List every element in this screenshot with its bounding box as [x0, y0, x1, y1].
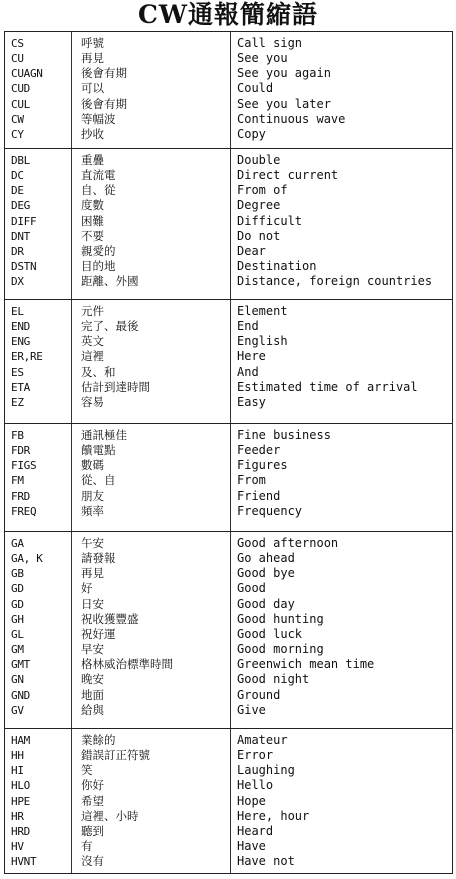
abbreviation-cell: HPE	[11, 794, 30, 808]
table-section	[5, 149, 452, 300]
english-meaning-cell: Fine business	[237, 428, 331, 442]
english-meaning-cell: Good night	[237, 672, 310, 687]
chinese-meaning-cell: 給與	[81, 702, 104, 717]
table-row	[5, 809, 452, 824]
abbreviation-cell: FB	[11, 429, 24, 442]
abbreviation-cell: CUL	[11, 97, 30, 111]
chinese-meaning-cell: 希望	[81, 793, 104, 808]
english-meaning-cell: Copy	[237, 126, 266, 141]
table-row	[5, 259, 452, 274]
chinese-meaning-cell: 好	[81, 581, 93, 596]
chinese-meaning-cell: 這裡	[81, 349, 104, 364]
english-meaning-cell: Distance, foreign countries	[237, 274, 433, 289]
table-row	[5, 334, 452, 349]
chinese-meaning-cell: 午安	[81, 536, 104, 550]
chinese-meaning-cell: 不要	[81, 228, 104, 243]
table-row	[5, 473, 452, 488]
english-meaning-cell: Ground	[237, 687, 281, 702]
table-row	[5, 703, 452, 718]
english-meaning-cell: See you again	[237, 66, 331, 81]
abbreviation-cell: GND	[11, 688, 30, 702]
english-meaning-cell: Element	[237, 304, 288, 318]
table-row	[5, 854, 452, 869]
table-row	[5, 566, 452, 581]
table-row	[5, 319, 452, 334]
table-section	[5, 424, 452, 532]
chinese-meaning-cell: 等幅波	[81, 111, 116, 126]
abbreviation-cell: GD	[11, 597, 24, 611]
english-meaning-cell: Good bye	[237, 566, 295, 581]
chinese-meaning-cell: 早安	[81, 642, 104, 657]
table-row	[5, 229, 452, 244]
abbreviation-cell: EL	[11, 305, 24, 318]
table-row	[5, 839, 452, 854]
chinese-meaning-cell: 距離、外國	[81, 274, 139, 289]
abbreviation-cell: ETA	[11, 380, 30, 394]
abbreviation-cell: ENG	[11, 335, 30, 349]
chinese-meaning-cell: 業餘的	[81, 733, 116, 747]
table-row	[5, 443, 452, 458]
chinese-meaning-cell: 格林威治標準時間	[81, 657, 173, 672]
english-meaning-cell: Good hunting	[237, 611, 324, 626]
table-row	[5, 380, 452, 395]
table-row	[5, 504, 452, 519]
chinese-meaning-cell: 晚安	[81, 672, 104, 687]
english-meaning-cell: Could	[237, 81, 274, 96]
chinese-meaning-cell: 朋友	[81, 488, 104, 503]
abbreviation-cell: FDR	[11, 444, 30, 458]
abbreviation-cell: DNT	[11, 229, 30, 243]
abbreviation-cell: DX	[11, 275, 24, 289]
abbreviation-cell: DBL	[11, 154, 30, 167]
chinese-meaning-cell: 祝好運	[81, 626, 116, 641]
english-meaning-cell: Difficult	[237, 213, 303, 228]
table-row	[5, 763, 452, 778]
abbreviation-cell: GB	[11, 567, 24, 581]
english-meaning-cell: Here, hour	[237, 808, 310, 823]
abbreviation-cell: GMT	[11, 658, 30, 672]
english-meaning-cell: Destination	[237, 259, 317, 274]
table-row	[5, 127, 452, 142]
abbreviation-cell: ES	[11, 365, 24, 379]
abbreviation-cell: FREQ	[11, 504, 37, 518]
table-section	[5, 32, 452, 149]
english-meaning-cell: Good luck	[237, 626, 303, 641]
chinese-meaning-cell: 後會有期	[81, 66, 127, 81]
abbreviation-cell: HVNT	[11, 855, 37, 869]
table-row	[5, 428, 452, 443]
chinese-meaning-cell: 再見	[81, 566, 104, 581]
table-row	[5, 612, 452, 627]
english-meaning-cell: Good afternoon	[237, 536, 339, 550]
table-row	[5, 66, 452, 81]
table-row	[5, 97, 452, 112]
chinese-meaning-cell: 可以	[81, 81, 104, 96]
english-meaning-cell: See you	[237, 51, 288, 66]
english-meaning-cell: Figures	[237, 458, 288, 473]
english-meaning-cell: Do not	[237, 228, 281, 243]
abbreviation-cell: HR	[11, 809, 24, 823]
english-meaning-cell: Good	[237, 581, 266, 596]
english-meaning-cell: Go ahead	[237, 551, 295, 566]
chinese-meaning-cell: 頻率	[81, 503, 104, 518]
english-meaning-cell: Direct current	[237, 168, 339, 183]
english-meaning-cell: Double	[237, 153, 281, 167]
abbreviation-cell: HV	[11, 840, 24, 854]
abbreviation-cell: ER,RE	[11, 350, 43, 364]
english-meaning-cell: Have not	[237, 854, 295, 869]
table-row	[5, 51, 452, 66]
table-row	[5, 153, 452, 168]
abbreviation-cell: CU	[11, 52, 24, 66]
chinese-meaning-cell: 完了、最後	[81, 319, 139, 334]
table-row	[5, 395, 452, 410]
english-meaning-cell: Good day	[237, 596, 295, 611]
abbreviation-cell: GA	[11, 537, 24, 550]
table-row	[5, 274, 452, 289]
table-row	[5, 536, 452, 551]
table-row	[5, 304, 452, 319]
table-row	[5, 581, 452, 596]
table-section	[5, 300, 452, 424]
abbreviation-cell: DIFF	[11, 214, 37, 228]
english-meaning-cell: Easy	[237, 394, 266, 409]
english-meaning-cell: Call sign	[237, 36, 303, 50]
table-section	[5, 729, 452, 875]
abbreviation-cell: HRD	[11, 824, 30, 838]
english-meaning-cell: Continuous wave	[237, 111, 346, 126]
english-meaning-cell: Here	[237, 349, 266, 364]
english-meaning-cell: From of	[237, 183, 288, 198]
abbreviation-table	[4, 31, 453, 874]
table-row	[5, 198, 452, 213]
english-meaning-cell: Hope	[237, 793, 266, 808]
english-meaning-cell: Frequency	[237, 503, 303, 518]
chinese-meaning-cell: 你好	[81, 778, 104, 793]
chinese-meaning-cell: 日安	[81, 596, 104, 611]
abbreviation-cell: DE	[11, 184, 24, 198]
english-meaning-cell: Error	[237, 748, 274, 763]
chinese-meaning-cell: 錯誤訂正符號	[81, 748, 150, 763]
chinese-meaning-cell: 英文	[81, 334, 104, 349]
english-meaning-cell: See you later	[237, 96, 331, 111]
table-row	[5, 183, 452, 198]
english-meaning-cell: Degree	[237, 198, 281, 213]
english-meaning-cell: And	[237, 364, 259, 379]
table-row	[5, 349, 452, 364]
chinese-meaning-cell: 困難	[81, 213, 104, 228]
abbreviation-cell: GV	[11, 703, 24, 717]
abbreviation-cell: HI	[11, 764, 24, 778]
english-meaning-cell: English	[237, 334, 288, 349]
abbreviation-cell: CUD	[11, 82, 30, 96]
table-row	[5, 214, 452, 229]
abbreviation-cell: DEG	[11, 199, 30, 213]
table-row	[5, 642, 452, 657]
abbreviation-cell: CS	[11, 37, 24, 50]
table-row	[5, 657, 452, 672]
abbreviation-cell: HAM	[11, 734, 30, 747]
english-meaning-cell: Heard	[237, 823, 274, 838]
abbreviation-cell: GM	[11, 643, 24, 657]
chinese-meaning-cell: 從、自	[81, 473, 116, 488]
abbreviation-cell: GD	[11, 582, 24, 596]
chinese-meaning-cell: 及、和	[81, 364, 116, 379]
chinese-meaning-cell: 元件	[81, 304, 104, 318]
chinese-meaning-cell: 沒有	[81, 854, 104, 869]
abbreviation-cell: GH	[11, 612, 24, 626]
abbreviation-cell: GN	[11, 673, 24, 687]
table-row	[5, 824, 452, 839]
english-meaning-cell: Estimated time of arrival	[237, 379, 418, 394]
table-row	[5, 551, 452, 566]
table-row	[5, 688, 452, 703]
abbreviation-cell: HLO	[11, 779, 30, 793]
chinese-meaning-cell: 祝收獲豐盛	[81, 611, 139, 626]
english-meaning-cell: End	[237, 319, 259, 334]
chinese-meaning-cell: 自、從	[81, 183, 116, 198]
chinese-meaning-cell: 通訊極佳	[81, 428, 127, 442]
chinese-meaning-cell: 有	[81, 839, 93, 854]
abbreviation-cell: FRD	[11, 489, 30, 503]
table-row	[5, 112, 452, 127]
abbreviation-cell: END	[11, 320, 30, 334]
chinese-meaning-cell: 後會有期	[81, 96, 127, 111]
abbreviation-cell: GL	[11, 627, 24, 641]
english-meaning-cell: Friend	[237, 488, 281, 503]
chinese-meaning-cell: 目的地	[81, 259, 116, 274]
chinese-meaning-cell: 再見	[81, 51, 104, 66]
table-row	[5, 168, 452, 183]
table-row	[5, 36, 452, 51]
abbreviation-cell: CY	[11, 127, 24, 141]
chinese-meaning-cell: 聽到	[81, 823, 104, 838]
chinese-meaning-cell: 直流電	[81, 168, 116, 183]
table-row	[5, 748, 452, 763]
english-meaning-cell: Laughing	[237, 763, 295, 778]
table-row	[5, 81, 452, 96]
chinese-meaning-cell: 數碼	[81, 458, 104, 473]
english-meaning-cell: Feeder	[237, 443, 281, 458]
english-meaning-cell: Good morning	[237, 642, 324, 657]
chinese-meaning-cell: 饋電點	[81, 443, 116, 458]
chinese-meaning-cell: 呼號	[81, 36, 104, 50]
english-meaning-cell: Greenwich mean time	[237, 657, 375, 672]
table-row	[5, 365, 452, 380]
table-row	[5, 672, 452, 687]
table-row	[5, 458, 452, 473]
english-meaning-cell: Have	[237, 839, 266, 854]
abbreviation-cell: DR	[11, 244, 24, 258]
chinese-meaning-cell: 地面	[81, 687, 104, 702]
table-row	[5, 627, 452, 642]
page-title: CW通報簡縮語	[138, 0, 318, 29]
chinese-meaning-cell: 估計到達時間	[81, 379, 150, 394]
english-meaning-cell: Amateur	[237, 733, 288, 747]
english-meaning-cell: Give	[237, 702, 266, 717]
chinese-meaning-cell: 抄收	[81, 126, 104, 141]
abbreviation-cell: FIGS	[11, 459, 37, 473]
chinese-meaning-cell: 這裡、小時	[81, 808, 139, 823]
abbreviation-cell: HH	[11, 749, 24, 763]
english-meaning-cell: From	[237, 473, 266, 488]
abbreviation-cell: DSTN	[11, 260, 37, 274]
abbreviation-cell: GA, K	[11, 552, 43, 566]
abbreviation-cell: FM	[11, 474, 24, 488]
table-row	[5, 244, 452, 259]
table-row	[5, 733, 452, 748]
table-row	[5, 794, 452, 809]
chinese-meaning-cell: 容易	[81, 394, 104, 409]
chinese-meaning-cell: 親愛的	[81, 243, 116, 258]
chinese-meaning-cell: 度數	[81, 198, 104, 213]
abbreviation-cell: EZ	[11, 395, 24, 409]
chinese-meaning-cell: 笑	[81, 763, 93, 778]
table-section	[5, 532, 452, 729]
chinese-meaning-cell: 重疊	[81, 153, 104, 167]
english-meaning-cell: Hello	[237, 778, 274, 793]
abbreviation-cell: CUAGN	[11, 67, 43, 81]
english-meaning-cell: Dear	[237, 243, 266, 258]
abbreviation-cell: DC	[11, 169, 24, 183]
table-row	[5, 489, 452, 504]
table-row	[5, 778, 452, 793]
abbreviation-cell: CW	[11, 112, 24, 126]
chinese-meaning-cell: 請發報	[81, 551, 116, 566]
table-row	[5, 597, 452, 612]
